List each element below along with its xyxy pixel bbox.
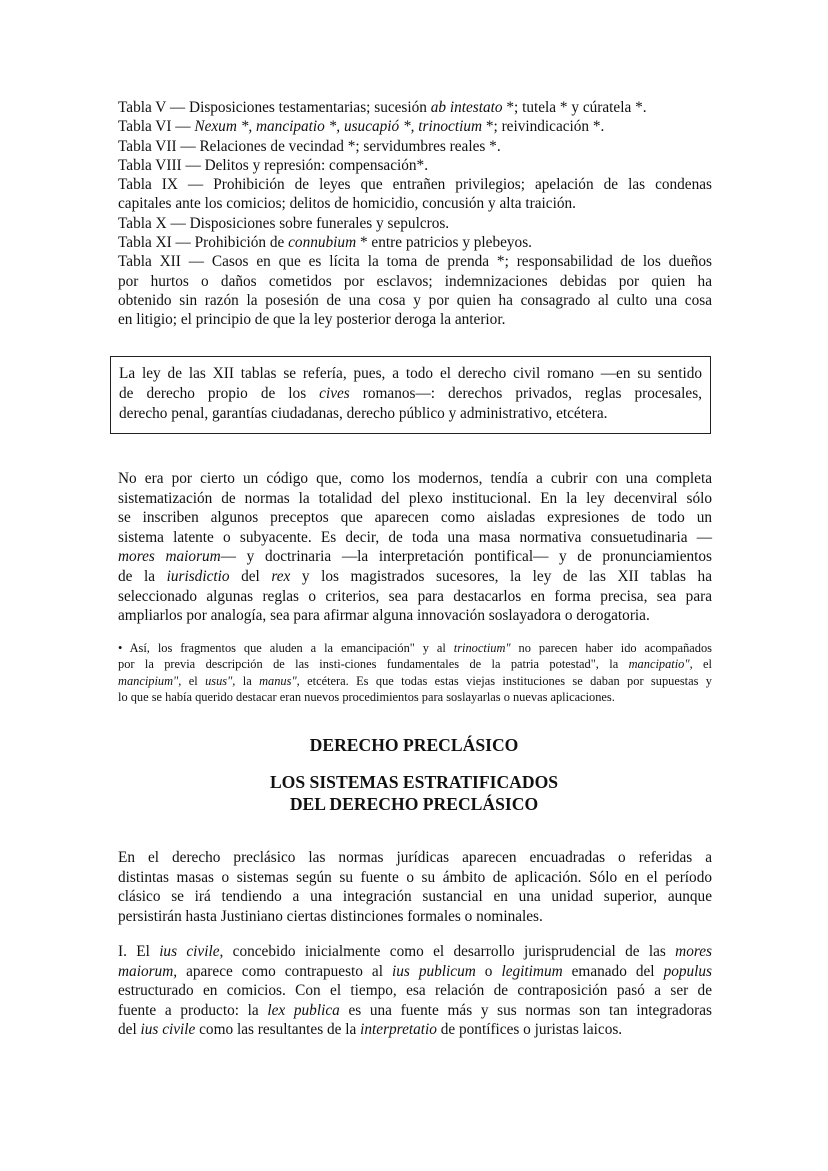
para2-line — [118, 887, 712, 907]
text-run: Tabla V — Disposiciones testamentarias; sucesión — [118, 99, 431, 116]
text-run: por hurtos o daños cometidos por esclavos; indemnizaciones debidas por quien ha — [118, 272, 712, 290]
italic-term: connubium — [288, 234, 357, 252]
para1-line — [118, 547, 712, 567]
text-run: persistirán hasta Justiniano ciertas distinciones formales o nominales. — [118, 907, 543, 925]
italic-term: populus — [663, 962, 713, 980]
tablas-line — [118, 214, 712, 233]
italic-term: mancipium", — [118, 673, 182, 688]
text-run: Tabla XII — Casos en que es lícita la toma de prenda *; responsabilidad de los dueños — [118, 253, 712, 271]
text-run: y los magistrados sucesores, la ley de las XII tablas ha — [290, 567, 712, 585]
text-run: Tabla X — Disposiciones sobre funerales y sepulcros. — [118, 214, 450, 232]
tablas-line — [118, 272, 712, 291]
italic-term: maiorum, — [118, 962, 178, 980]
paragraph-ius-civile-lines — [118, 942, 712, 1040]
text-run: de derecho propio de los — [119, 385, 320, 402]
tablas-line — [118, 98, 712, 117]
text-run: capitales ante los comicios; delitos de homicidio, concusión y alta traición. — [118, 195, 576, 213]
text-run: Tabla IX — Prohibición de leyes que entrañen privilegios; apelación de las condenas — [118, 176, 712, 194]
tablas-list — [118, 98, 712, 330]
italic-term: interpretatio — [360, 1021, 437, 1039]
text-run: derecho penal, garantías ciudadanas, derecho público y administrativo, etcétera. — [119, 405, 608, 422]
text-run: lo que se había querido destacar eran nuevos procedimientos para soslayarlas o nuevas aplicaciones. — [118, 690, 615, 705]
tablas-line — [118, 175, 712, 194]
italic-term: ius publicum — [391, 962, 476, 980]
text-run: ampliarlos por analogía, sea para afirmar alguna innovación soslayadora o derogatoria. — [118, 607, 650, 625]
text-run: etcétera. Es que todas estas viejas instituciones se daban por supuestas y — [299, 673, 712, 688]
italic-term: mores — [675, 943, 712, 960]
italic-term: trinoctium" — [453, 641, 511, 655]
footnote — [118, 640, 712, 706]
text-run: el — [181, 673, 206, 688]
text-run: de pontífices o juristas laicos. — [436, 1021, 623, 1039]
text-run: *; tutela * y cúratela *. — [502, 99, 647, 116]
italic-term: lex publica — [267, 1001, 340, 1019]
para3-line — [118, 1001, 712, 1021]
text-run: Tabla VIII — Delitos y represión: compensación*. — [118, 156, 429, 174]
para1-line — [118, 508, 712, 528]
para1-line — [118, 606, 712, 626]
text-run: obtenido sin razón la posesión de una cosa y por quien ha consagrado al culto una cosa — [118, 291, 712, 309]
tablas-line — [118, 117, 712, 136]
text-run: No era por cierto un código que, como los modernos, tendía a cubrir con una completa — [118, 470, 712, 487]
note-line — [118, 640, 712, 656]
para2-line — [118, 907, 712, 927]
summary-box — [110, 356, 711, 434]
text-run: el — [692, 657, 712, 672]
para2-line — [118, 848, 712, 868]
subsection-heading-line-1: LOS SISTEMAS ESTRATIFICADOS — [269, 772, 559, 792]
italic-term: ab intestato — [430, 99, 503, 116]
text-run: concebido inicialmente como el desarrollo jurisprudencial de las — [223, 943, 676, 960]
text-run: Tabla VI — — [118, 118, 195, 136]
paragraph-codigo — [118, 469, 712, 626]
summary-box-text — [119, 364, 702, 424]
italic-term: iurisdictio — [166, 567, 230, 585]
para3-line — [118, 962, 712, 982]
text-run: — y doctrinaria —la interpretación pontifical— y de pronunciamientos — [220, 548, 713, 566]
italic-term: Nexum *, mancipatio *, usucapió *, trinoctium — [194, 118, 483, 136]
text-run: se inscriben algunos preceptos que aparecen como aisladas expresiones de todo un — [118, 509, 712, 527]
text-run: Tabla VII — Relaciones de vecindad *; servidumbres reales *. — [118, 137, 501, 155]
para2-line — [118, 868, 712, 888]
para1-line — [118, 587, 712, 607]
italic-term: ius civile, — [159, 943, 224, 960]
section-heading: DERECHO PRECLÁSICO — [309, 735, 519, 755]
note-line — [118, 689, 712, 705]
text-run: como las resultantes de la — [195, 1021, 361, 1039]
box-line — [119, 384, 702, 404]
para1-line — [118, 489, 712, 509]
text-run: la — [235, 673, 260, 688]
para1-line — [118, 528, 712, 548]
text-run: seleccionado algunas reglas o criterios, sea para destacarlos en forma precisa, sea para — [118, 587, 712, 605]
text-run: distintas masas o sistemas según su fuente o su ámbito de aplicación. Sólo en el período — [118, 868, 712, 886]
text-run: fuente a producto: la — [118, 1001, 268, 1019]
subsection-heading-line-2: DEL DERECHO PRECLÁSICO — [289, 794, 539, 814]
note-line — [118, 656, 712, 672]
footnote-lines — [118, 640, 712, 706]
text-run: romanos—: derechos privados, reglas procesales, — [349, 385, 702, 402]
text-run: sistematización de normas la totalidad del plexo institucional. En la ley decenviral sólo — [118, 489, 712, 507]
tablas-line — [118, 310, 712, 329]
italic-term: usus", — [205, 673, 236, 688]
tablas-line — [118, 194, 712, 213]
text-run: en litigio; el principio de que la ley posterior deroga la anterior. — [118, 311, 506, 329]
tablas-lines — [118, 98, 712, 330]
italic-term: mancipatio", — [628, 657, 693, 672]
text-run: aparece como contrapuesto al — [177, 962, 392, 980]
text-run: • Así, los fragmentos que aluden a la emancipación" y al — [118, 641, 454, 655]
para1-line — [118, 469, 712, 489]
paragraph-ius-civile — [118, 942, 712, 1040]
tablas-line — [118, 156, 712, 175]
text-run: clásico se irá tendiendo a una integración sustancial en una unidad superior, aunque — [118, 888, 712, 906]
subsection-heading — [0, 771, 828, 815]
box-line — [119, 404, 702, 424]
text-run: del — [229, 567, 272, 585]
italic-term: rex — [271, 567, 291, 585]
italic-term: ius civile — [140, 1021, 196, 1039]
para1-line — [118, 567, 712, 587]
para3-line — [118, 981, 712, 1001]
tablas-line — [118, 137, 712, 156]
text-run: o — [475, 962, 502, 980]
text-run: de la — [118, 567, 167, 585]
text-run: sistema latente o subyacente. Es decir, de toda una masa normativa consuetudinaria — — [118, 528, 712, 546]
tablas-line — [118, 291, 712, 310]
italic-term: mores maiorum — [118, 548, 221, 566]
note-line — [118, 673, 712, 689]
para3-line — [118, 1020, 712, 1040]
text-run: *; reivindicación *. — [482, 118, 605, 136]
text-run: por la previa descripción de las insti-ciones fundamentales de la patria potestad", la — [118, 657, 629, 672]
text-run: * entre patricios y plebeyos. — [356, 234, 532, 252]
text-run: no parecen haber ido acompañados — [510, 641, 712, 655]
tablas-line — [118, 233, 712, 252]
italic-term: cives — [319, 385, 350, 402]
text-run: del — [118, 1021, 141, 1039]
paragraph-preclasico-lines — [118, 848, 712, 926]
text-run: La ley de las XII tablas se refería, pues, a todo el derecho civil romano —en su sentido — [119, 365, 702, 382]
text-run: estructurado en comicios. Con el tiempo, esa relación de contraposición pasó a ser de — [118, 982, 712, 1000]
text-run: I. El — [118, 943, 160, 960]
box-line — [119, 364, 702, 384]
paragraph-codigo-lines — [118, 469, 712, 626]
paragraph-preclasico — [118, 848, 712, 926]
italic-term: manus", — [259, 673, 300, 688]
para3-line — [118, 942, 712, 962]
text-run: En el derecho preclásico las normas jurídicas aparecen encuadradas o referidas a — [118, 849, 712, 866]
text-run: es una fuente más y sus normas son tan integradoras — [339, 1001, 712, 1019]
text-run: Tabla XI — Prohibición de — [118, 234, 289, 252]
italic-term: legitimum — [501, 962, 563, 980]
text-run: emanado del — [562, 962, 664, 980]
tablas-line — [118, 252, 712, 271]
